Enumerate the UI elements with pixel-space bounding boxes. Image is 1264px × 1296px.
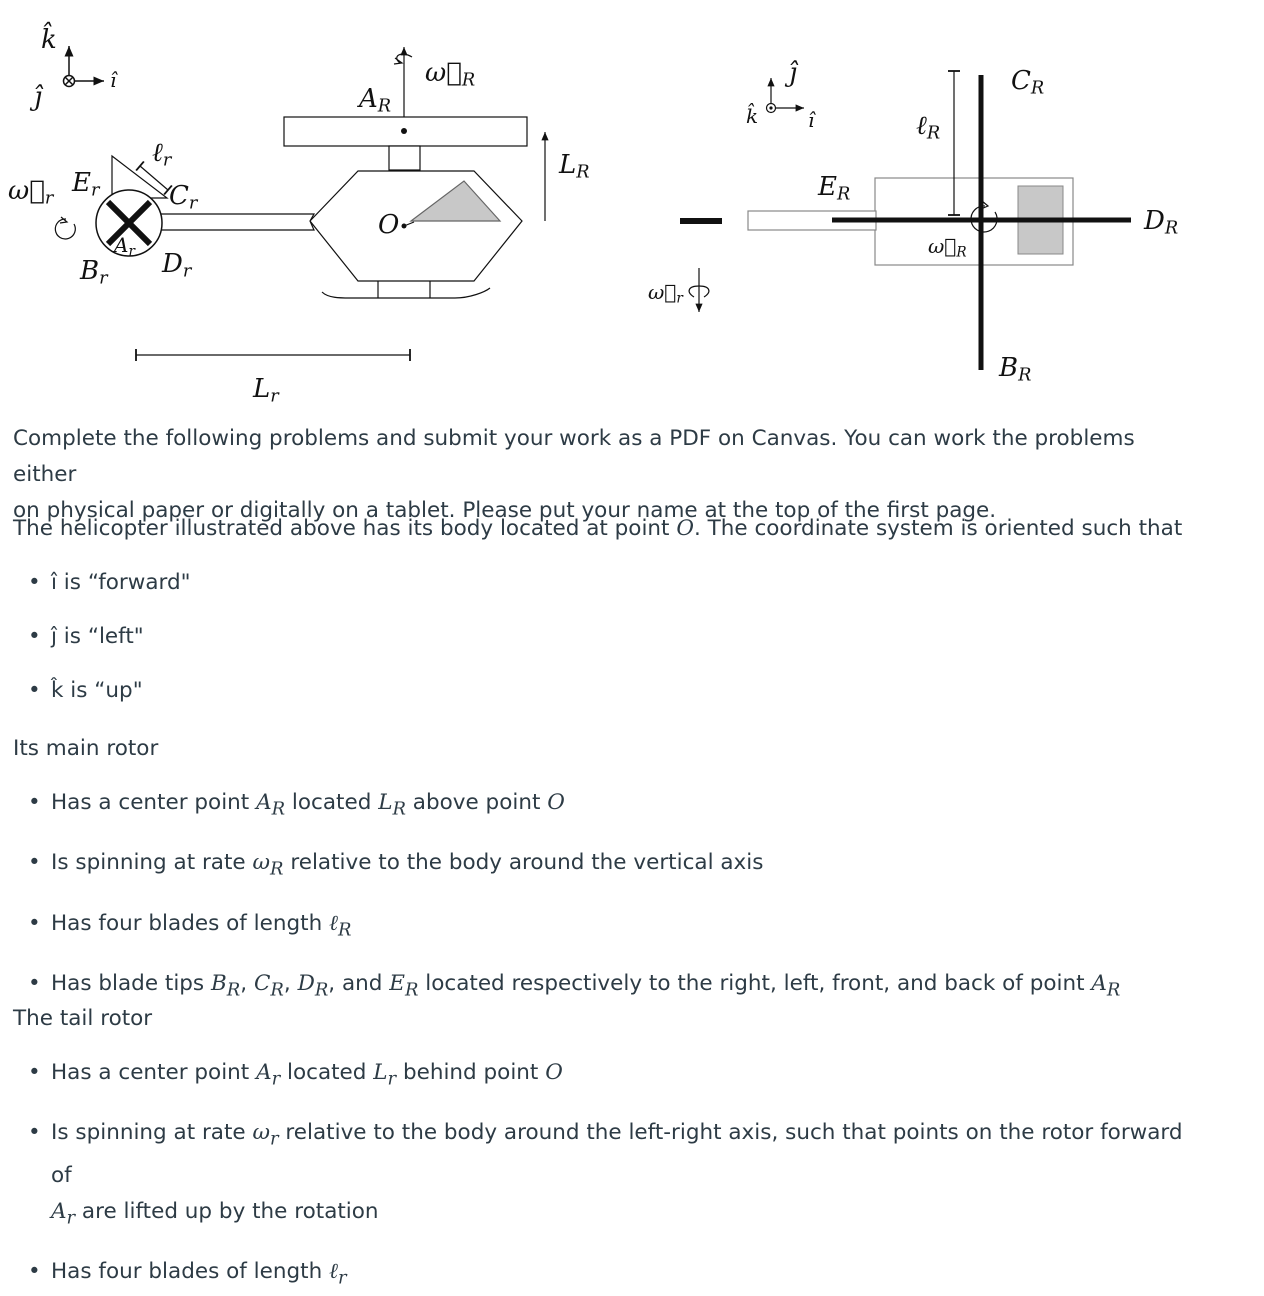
tail-blade-length-label: ℓ$_r$ [152,138,172,171]
list-item: • î is “forward" [13,565,1203,601]
main-rotor-center-label: $A_R$ [359,84,392,117]
side-axis-triad [64,46,105,87]
tail-rotor-omega-label: $\omega⃗_r$ [8,176,54,209]
tail-blade-tip-b-label: $B_r$ [80,256,108,289]
tail-blade-tip-e-label: $E_r$ [72,168,100,201]
intro-line-2: on physical paper or digitally on a tablet. Please put your name at the top of the first page. [13,498,997,523]
main-blade-length-label: ℓ$_R$ [916,111,941,144]
main-rotor-heading: Its main rotor [13,736,159,761]
main-blade-tip-c-label: $C_R$ [1011,66,1045,99]
main-rotor-omega-label: $\omega⃗_R$ [425,58,476,91]
top-main-rotor-omega-label: $\omega⃗_R$ [928,234,967,261]
main-blade-tip-b-label: $B_R$ [999,353,1032,386]
top-tail-rotor-omega-label: $\omega⃗_r$ [648,280,683,307]
list-item: • Has four blades of length ℓ$_r$ [13,1254,1203,1296]
top-axis-triad [767,78,805,113]
tail-rotor-heading: The tail rotor [13,1006,153,1031]
top-i-axis-label: î [808,108,815,132]
side-i-axis-label: î [110,68,117,92]
helicopter-figure [0,0,1264,410]
list-item: • Has blade tips $B_R$, $C_R$, $D_R$, and $E_R$ located respectively to the right, left, front, and back of point $A_R$ [13,966,1203,1008]
tail-blade-tip-d-label: $D_r$ [162,249,192,282]
side-k-axis-label: k̂ [41,25,57,55]
top-k-axis-label: k̂ [746,104,759,128]
list-item: • Is spinning at rate $\omega_R$ relative to the body around the vertical axis [13,845,1203,887]
list-item: • Has a center point $A_R$ located $L_R$ above point O [13,785,1203,827]
intro-line-1: Complete the following problems and submit your work as a PDF on Canvas. You can work the problems either [13,426,1135,487]
body-point-o-label: O [378,210,400,240]
list-item: • Has a center point $A_r$ located $L_r$ behind point O [13,1055,1203,1097]
tail-rotor-center-label: $A_r$ [114,233,135,260]
side-j-axis-label: ĵ [34,82,43,112]
top-j-axis-label: ĵ [789,58,798,88]
main-rotor-list [13,785,1203,1008]
tail-length-label: $L_r$ [253,374,279,407]
list-item: • k̂ is “up" [13,673,1203,709]
list-item: • Has four blades of length ℓ$_R$ [13,906,1203,948]
list-item: • ĵ is “left" [13,619,1203,655]
tail-blade-tip-c-label: $C_r$ [169,181,198,214]
main-blade-tip-d-label: $D_R$ [1144,206,1179,239]
tail-rotor-list [13,1055,1203,1296]
body-paragraph: The helicopter illustrated above has its body located at point O. The coordinate system is oriented such that [13,516,1183,541]
axes-list [13,565,1203,709]
main-rotor-height-label: $L_R$ [559,150,590,183]
main-blade-tip-e-label: $E_R$ [818,172,851,205]
list-item: • Is spinning at rate $\omega_r$ relative to the body around the left-right axis, such that points on the rotor forward of $A_r$ are lifted up by the rotation [13,1115,1203,1236]
